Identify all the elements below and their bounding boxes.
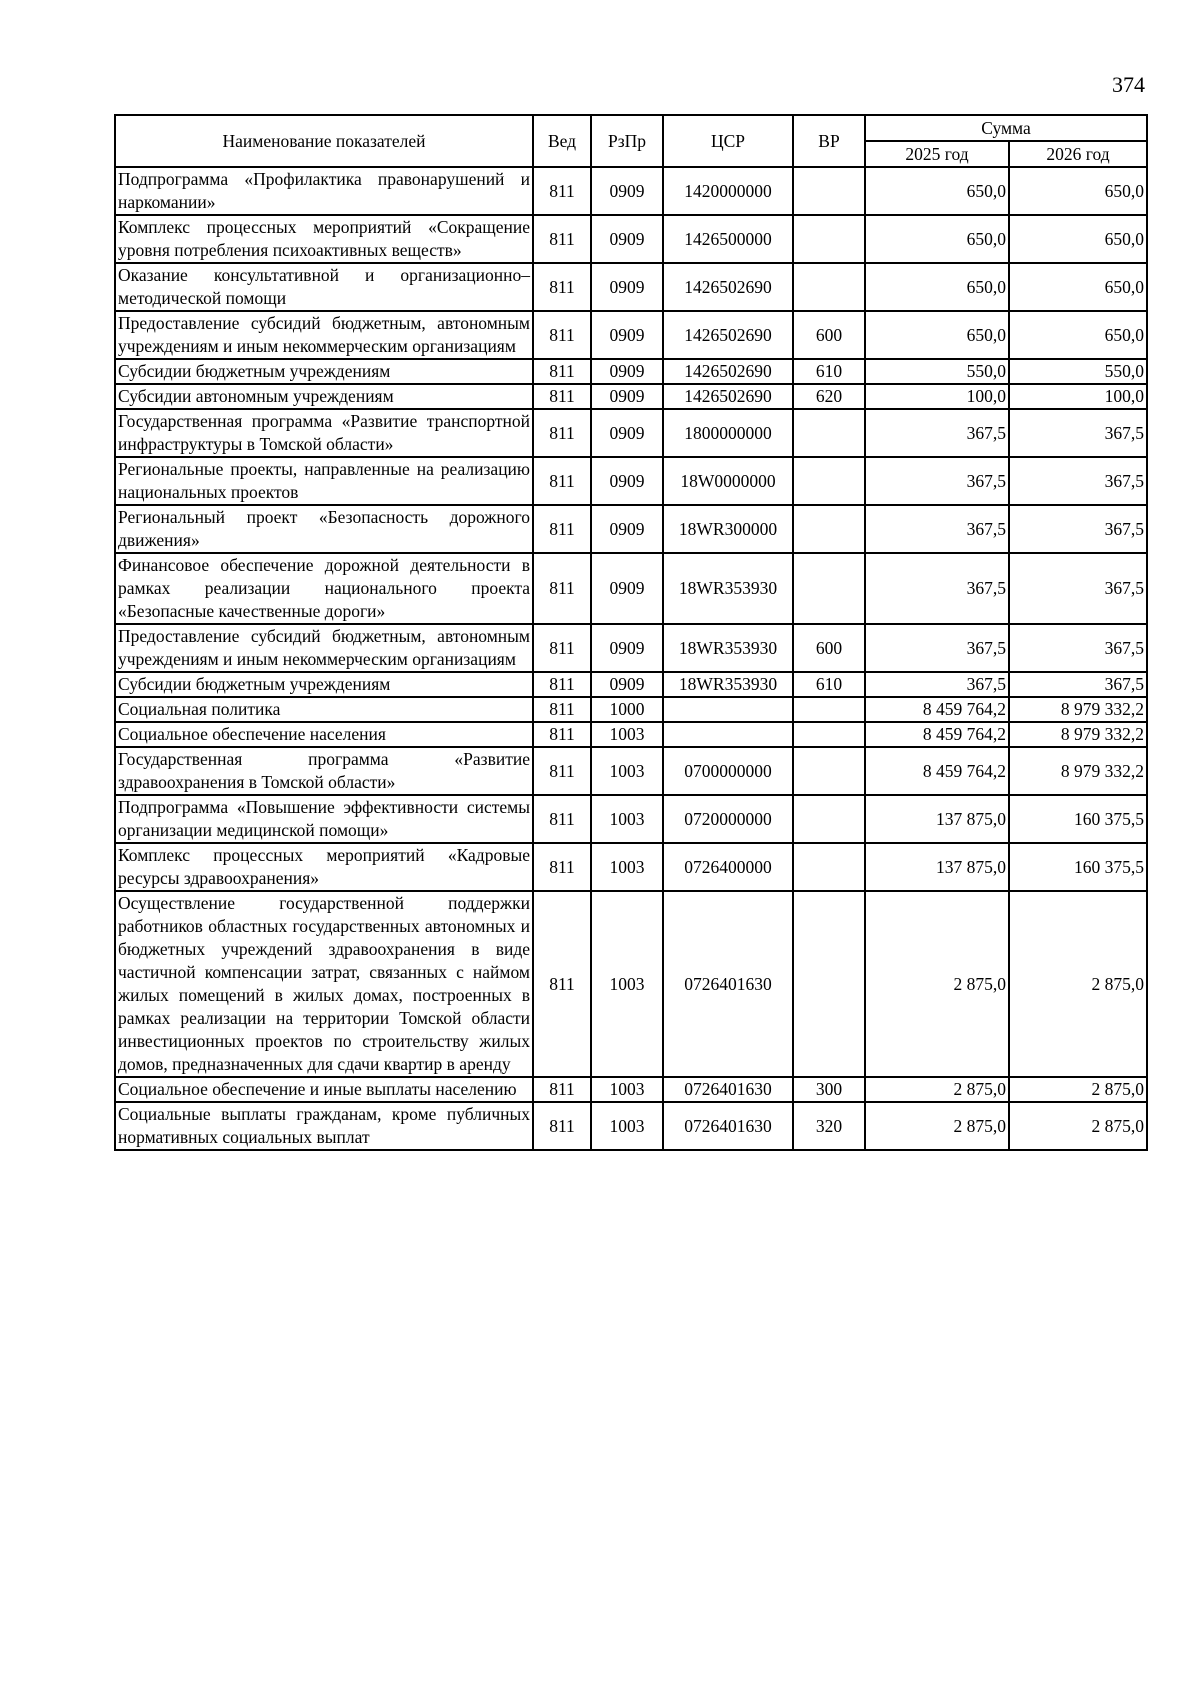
cell-name: Государственная программа «Развитие здравоохранения в Томской области»: [115, 747, 533, 795]
cell-ved: 811: [533, 167, 591, 215]
cell-name: Социальное обеспечение и иные выплаты населению: [115, 1077, 533, 1102]
cell-ved: 811: [533, 697, 591, 722]
table-row: [115, 505, 1147, 553]
cell-sum-2026: 2 875,0: [1009, 1102, 1147, 1150]
cell-sum-2025: 650,0: [865, 311, 1009, 359]
cell-name: Региональные проекты, направленные на реализацию национальных проектов: [115, 457, 533, 505]
cell-sum-2026: 367,5: [1009, 553, 1147, 624]
cell-vr: 620: [793, 384, 865, 409]
cell-vr: [793, 263, 865, 311]
cell-csr: 1420000000: [663, 167, 793, 215]
header-rzpr: РзПр: [591, 115, 663, 167]
cell-vr: 600: [793, 311, 865, 359]
cell-csr: 0726401630: [663, 1102, 793, 1150]
cell-sum-2025: 2 875,0: [865, 891, 1009, 1077]
cell-sum-2025: 367,5: [865, 553, 1009, 624]
cell-vr: [793, 409, 865, 457]
cell-sum-2025: 367,5: [865, 624, 1009, 672]
cell-ved: 811: [533, 215, 591, 263]
cell-sum-2025: 2 875,0: [865, 1077, 1009, 1102]
table-row: [115, 215, 1147, 263]
cell-vr: [793, 167, 865, 215]
cell-rzpr: 0909: [591, 505, 663, 553]
cell-sum-2026: 2 875,0: [1009, 891, 1147, 1077]
cell-sum-2025: 650,0: [865, 263, 1009, 311]
cell-name: Подпрограмма «Профилактика правонарушений и наркомании»: [115, 167, 533, 215]
cell-sum-2026: 367,5: [1009, 672, 1147, 697]
cell-csr: 0700000000: [663, 747, 793, 795]
cell-csr: 18WR353930: [663, 672, 793, 697]
cell-csr: 18W0000000: [663, 457, 793, 505]
cell-vr: [793, 457, 865, 505]
table-row: [115, 722, 1147, 747]
cell-name: Осуществление государственной поддержки работников областных государственных автономных и бюджетных учреждений здравоохранения в виде частичной компенсации затрат, связанных с наймом жилых помещений в жилых домах, построенных в рамках реализации на территории Томской области инвестиционных проектов по строительству жилых домов, предназначенных для сдачи квартир в аренду: [115, 891, 533, 1077]
cell-ved: 811: [533, 359, 591, 384]
cell-name: Региональный проект «Безопасность дорожного движения»: [115, 505, 533, 553]
table-row: [115, 697, 1147, 722]
cell-name: Предоставление субсидий бюджетным, автономным учреждениям и иным некоммерческим организациям: [115, 624, 533, 672]
cell-rzpr: 0909: [591, 457, 663, 505]
table-row: [115, 263, 1147, 311]
cell-vr: [793, 891, 865, 1077]
cell-sum-2025: 367,5: [865, 672, 1009, 697]
cell-sum-2025: 100,0: [865, 384, 1009, 409]
cell-name: Оказание консультативной и организационно–методической помощи: [115, 263, 533, 311]
cell-rzpr: 0909: [591, 263, 663, 311]
cell-vr: [793, 843, 865, 891]
cell-vr: 610: [793, 359, 865, 384]
table-body: [115, 167, 1147, 1150]
cell-rzpr: 0909: [591, 672, 663, 697]
cell-name: Комплекс процессных мероприятий «Кадровые ресурсы здравоохранения»: [115, 843, 533, 891]
cell-sum-2026: 367,5: [1009, 624, 1147, 672]
header-vr: ВР: [793, 115, 865, 167]
cell-ved: 811: [533, 384, 591, 409]
table-row: [115, 457, 1147, 505]
header-name: Наименование показателей: [115, 115, 533, 167]
cell-rzpr: 1003: [591, 795, 663, 843]
cell-vr: [793, 505, 865, 553]
cell-ved: 811: [533, 263, 591, 311]
cell-rzpr: 1003: [591, 891, 663, 1077]
header-csr: ЦСР: [663, 115, 793, 167]
cell-sum-2026: 650,0: [1009, 311, 1147, 359]
cell-csr: [663, 722, 793, 747]
cell-name: Подпрограмма «Повышение эффективности системы организации медицинской помощи»: [115, 795, 533, 843]
cell-ved: 811: [533, 457, 591, 505]
cell-ved: 811: [533, 553, 591, 624]
table-row: [115, 359, 1147, 384]
table-row: [115, 167, 1147, 215]
cell-sum-2025: 8 459 764,2: [865, 722, 1009, 747]
cell-ved: 811: [533, 795, 591, 843]
cell-sum-2026: 650,0: [1009, 263, 1147, 311]
header-sum: Сумма: [865, 115, 1147, 141]
cell-sum-2026: 8 979 332,2: [1009, 697, 1147, 722]
cell-ved: 811: [533, 672, 591, 697]
cell-sum-2026: 367,5: [1009, 457, 1147, 505]
cell-csr: 0726400000: [663, 843, 793, 891]
cell-sum-2026: 650,0: [1009, 215, 1147, 263]
cell-sum-2025: 650,0: [865, 167, 1009, 215]
cell-vr: [793, 722, 865, 747]
cell-csr: [663, 697, 793, 722]
cell-ved: 811: [533, 1102, 591, 1150]
cell-csr: 18WR353930: [663, 553, 793, 624]
table-row: [115, 553, 1147, 624]
cell-ved: 811: [533, 747, 591, 795]
cell-csr: 1426502690: [663, 263, 793, 311]
cell-rzpr: 0909: [591, 409, 663, 457]
cell-csr: 1426500000: [663, 215, 793, 263]
cell-rzpr: 0909: [591, 215, 663, 263]
cell-ved: 811: [533, 409, 591, 457]
table-row: [115, 843, 1147, 891]
cell-rzpr: 1003: [591, 1102, 663, 1150]
cell-sum-2026: 367,5: [1009, 409, 1147, 457]
table-row: [115, 311, 1147, 359]
cell-vr: 610: [793, 672, 865, 697]
cell-csr: 0726401630: [663, 891, 793, 1077]
cell-csr: 18WR300000: [663, 505, 793, 553]
cell-rzpr: 1003: [591, 747, 663, 795]
cell-sum-2026: 550,0: [1009, 359, 1147, 384]
table-row: [115, 1077, 1147, 1102]
cell-csr: 0726401630: [663, 1077, 793, 1102]
cell-name: Предоставление субсидий бюджетным, автономным учреждениям и иным некоммерческим организациям: [115, 311, 533, 359]
cell-name: Комплекс процессных мероприятий «Сокращение уровня потребления психоактивных веществ»: [115, 215, 533, 263]
cell-csr: 0720000000: [663, 795, 793, 843]
cell-sum-2025: 550,0: [865, 359, 1009, 384]
cell-sum-2026: 650,0: [1009, 167, 1147, 215]
cell-name: Социальная политика: [115, 697, 533, 722]
cell-rzpr: 0909: [591, 624, 663, 672]
table-row: [115, 624, 1147, 672]
cell-sum-2025: 137 875,0: [865, 843, 1009, 891]
cell-name: Социальное обеспечение населения: [115, 722, 533, 747]
header-year-2026: 2026 год: [1009, 141, 1147, 167]
cell-name: Субсидии автономным учреждениям: [115, 384, 533, 409]
cell-csr: 1800000000: [663, 409, 793, 457]
budget-table: [114, 114, 1148, 1151]
table-row: [115, 672, 1147, 697]
cell-sum-2025: 137 875,0: [865, 795, 1009, 843]
cell-ved: 811: [533, 891, 591, 1077]
cell-rzpr: 0909: [591, 384, 663, 409]
table-row: [115, 891, 1147, 1077]
table-row: [115, 409, 1147, 457]
cell-sum-2026: 100,0: [1009, 384, 1147, 409]
cell-rzpr: 1003: [591, 722, 663, 747]
cell-sum-2025: 367,5: [865, 457, 1009, 505]
cell-csr: 1426502690: [663, 311, 793, 359]
cell-vr: [793, 553, 865, 624]
cell-ved: 811: [533, 505, 591, 553]
cell-vr: [793, 795, 865, 843]
table-row: [115, 795, 1147, 843]
page-number: 374: [1112, 72, 1145, 97]
cell-sum-2026: 160 375,5: [1009, 795, 1147, 843]
cell-name: Субсидии бюджетным учреждениям: [115, 359, 533, 384]
cell-csr: 1426502690: [663, 384, 793, 409]
header-ved: Вед: [533, 115, 591, 167]
cell-rzpr: 1003: [591, 1077, 663, 1102]
cell-ved: 811: [533, 624, 591, 672]
cell-ved: 811: [533, 722, 591, 747]
cell-csr: 1426502690: [663, 359, 793, 384]
cell-name: Субсидии бюджетным учреждениям: [115, 672, 533, 697]
cell-csr: 18WR353930: [663, 624, 793, 672]
cell-sum-2025: 650,0: [865, 215, 1009, 263]
header-year-2025: 2025 год: [865, 141, 1009, 167]
cell-sum-2025: 8 459 764,2: [865, 747, 1009, 795]
cell-vr: 320: [793, 1102, 865, 1150]
cell-vr: 600: [793, 624, 865, 672]
cell-rzpr: 0909: [591, 167, 663, 215]
cell-name: Финансовое обеспечение дорожной деятельности в рамках реализации национального проекта «Безопасные качественные дороги»: [115, 553, 533, 624]
cell-sum-2025: 367,5: [865, 409, 1009, 457]
cell-sum-2026: 8 979 332,2: [1009, 722, 1147, 747]
cell-sum-2026: 367,5: [1009, 505, 1147, 553]
cell-vr: [793, 747, 865, 795]
cell-ved: 811: [533, 843, 591, 891]
cell-name: Социальные выплаты гражданам, кроме публичных нормативных социальных выплат: [115, 1102, 533, 1150]
cell-sum-2026: 2 875,0: [1009, 1077, 1147, 1102]
table-row: [115, 384, 1147, 409]
cell-vr: [793, 215, 865, 263]
cell-name: Государственная программа «Развитие транспортной инфраструктуры в Томской области»: [115, 409, 533, 457]
cell-rzpr: 1000: [591, 697, 663, 722]
cell-rzpr: 0909: [591, 359, 663, 384]
cell-rzpr: 0909: [591, 553, 663, 624]
cell-rzpr: 0909: [591, 311, 663, 359]
cell-rzpr: 1003: [591, 843, 663, 891]
table-header: [115, 115, 1147, 167]
cell-vr: [793, 697, 865, 722]
table-row: [115, 747, 1147, 795]
cell-ved: 811: [533, 311, 591, 359]
cell-sum-2025: 367,5: [865, 505, 1009, 553]
table-row: [115, 1102, 1147, 1150]
cell-sum-2026: 160 375,5: [1009, 843, 1147, 891]
cell-ved: 811: [533, 1077, 591, 1102]
cell-sum-2025: 2 875,0: [865, 1102, 1009, 1150]
cell-vr: 300: [793, 1077, 865, 1102]
cell-sum-2025: 8 459 764,2: [865, 697, 1009, 722]
cell-sum-2026: 8 979 332,2: [1009, 747, 1147, 795]
